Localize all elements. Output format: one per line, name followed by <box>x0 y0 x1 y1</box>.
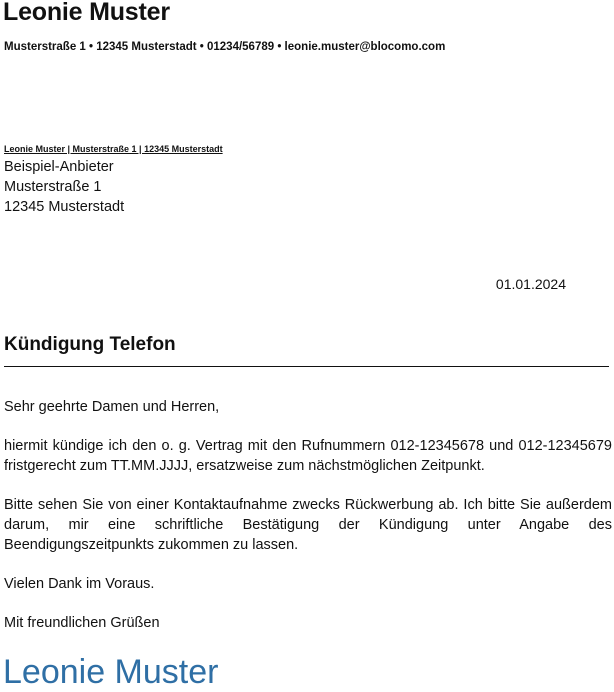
recipient-company: Beispiel-Anbieter <box>4 159 114 175</box>
body-paragraph-1: hiermit kündige ich den o. g. Vertrag mit den Rufnummern 012-12345678 und 012-12345679 fristgerecht zum TT.MM.JJJJ, ersatzweise zum nächstmöglichen Zeitpunkt. <box>4 438 612 474</box>
recipient-address <box>4 157 124 217</box>
closing-line: Mit freundlichen Grüßen <box>4 615 160 631</box>
recipient-city: 12345 Musterstadt <box>4 199 125 215</box>
sender-contact-line: Musterstraße 1 • 12345 Musterstadt • 01234/56789 • leonie.muster@blocomo.com <box>4 41 446 53</box>
return-address-line: Leonie Muster | Musterstraße 1 | 12345 Musterstadt <box>4 144 223 154</box>
signature: Leonie Muster <box>3 653 219 691</box>
body-paragraph-2: Bitte sehen Sie von einer Kontaktaufnahme zwecks Rückwerbung ab. Ich bitte Sie außerdem darum, mir eine schriftliche Bestätigung der Kündigung unter Angabe des Beendigungszeitpunkts zukommen zu lassen. <box>4 497 612 553</box>
recipient-street: Musterstraße 1 <box>4 179 102 195</box>
sender-name: Leonie Muster <box>3 0 170 26</box>
thanks-line: Vielen Dank im Voraus. <box>4 576 155 592</box>
subject-divider <box>4 366 609 367</box>
letter-date: 01.01.2024 <box>495 276 566 292</box>
letter-subject: Kündigung Telefon <box>4 334 176 355</box>
salutation: Sehr geehrte Damen und Herren, <box>4 399 220 415</box>
